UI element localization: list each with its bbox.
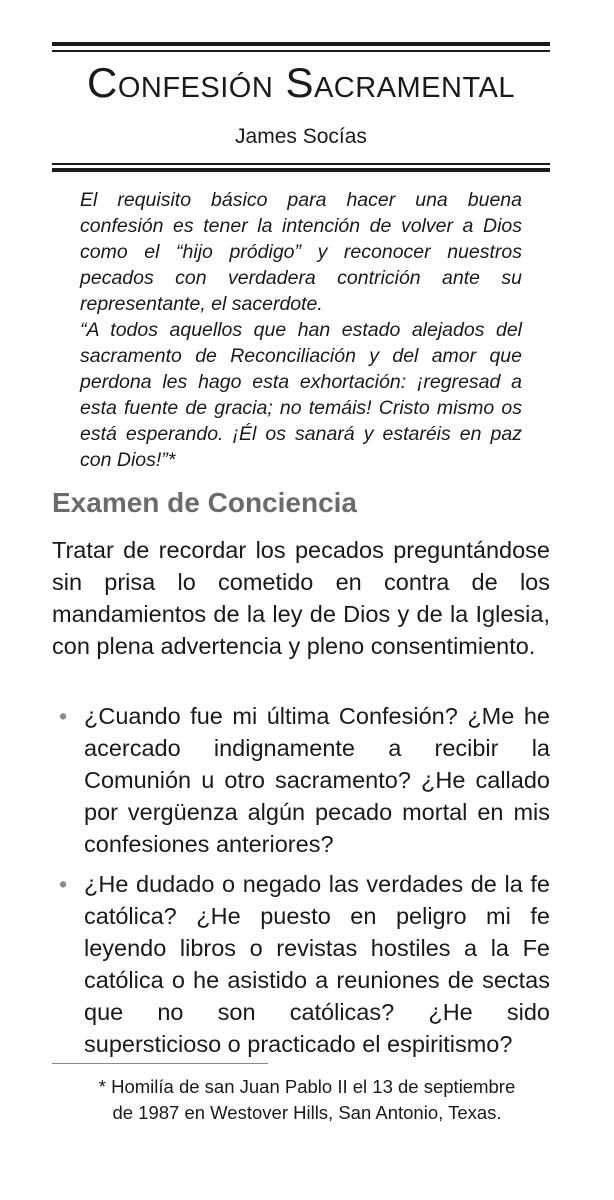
bullet-icon: •: [59, 871, 68, 897]
intro-paragraph: El requisito básico para hacer una buena confesión es tener la intención de volver a Dios como el “hijo pródigo” y reconocer nuestros pecados con verdadera contrición ante su representante, el sacerdote.: [80, 189, 522, 315]
list-item: [52, 700, 550, 860]
footnote-line: de 1987 en Westover Hills, San Antonio, Texas.: [112, 1102, 502, 1123]
header-bottom-rule-thick: [52, 168, 550, 172]
list-item: [52, 868, 550, 1060]
intro-quote: [80, 187, 522, 473]
list-item-text: ¿He dudado o negado las verdades de la fe católica? ¿He puesto en peligro mi fe leyendo libros o revistas hostiles a la Fe católica o he asistido a reuniones de sectas que no son católicas? ¿He sido supersticioso o practicado el espiritismo?: [84, 871, 550, 1057]
list-item-text: ¿Cuando fue mi última Confesión? ¿Me he acercado indignamente a recibir la Comunión u otro sacramento? ¿He callado por vergüenza algún pecado mortal en mis confesiones anteriores?: [84, 703, 550, 857]
question-list: [52, 700, 550, 1068]
footnote-line: * Homilía de san Juan Pablo II el 13 de septiembre: [98, 1076, 516, 1097]
top-rule-thin: [52, 50, 550, 52]
bullet-icon: •: [59, 703, 68, 729]
footnote: [52, 1074, 562, 1126]
document-title: Confesión Sacramental: [86, 59, 516, 106]
footnote-divider: [52, 1063, 268, 1064]
author-name: James Socías: [235, 125, 367, 148]
intro-quotation: “A todos aquellos que han estado alejados del sacramento de Reconciliación y del amor que perdona les hago esta exhortación: ¡regresad a esta fuente de gracia; no temáis! Cristo mismo os está esperando. ¡Él os sanará y estaréis en paz con Dios!”*: [80, 319, 522, 471]
body-paragraph: Tratar de recordar los pecados preguntándose sin prisa lo cometido en contra de los mandamientos de la ley de Dios y de la Iglesia, con plena advertencia y pleno consentimiento.: [52, 537, 550, 659]
section-heading: Examen de Conciencia: [52, 487, 358, 518]
top-rule-thick: [52, 42, 550, 46]
header-bottom-rule-thin: [52, 163, 550, 165]
